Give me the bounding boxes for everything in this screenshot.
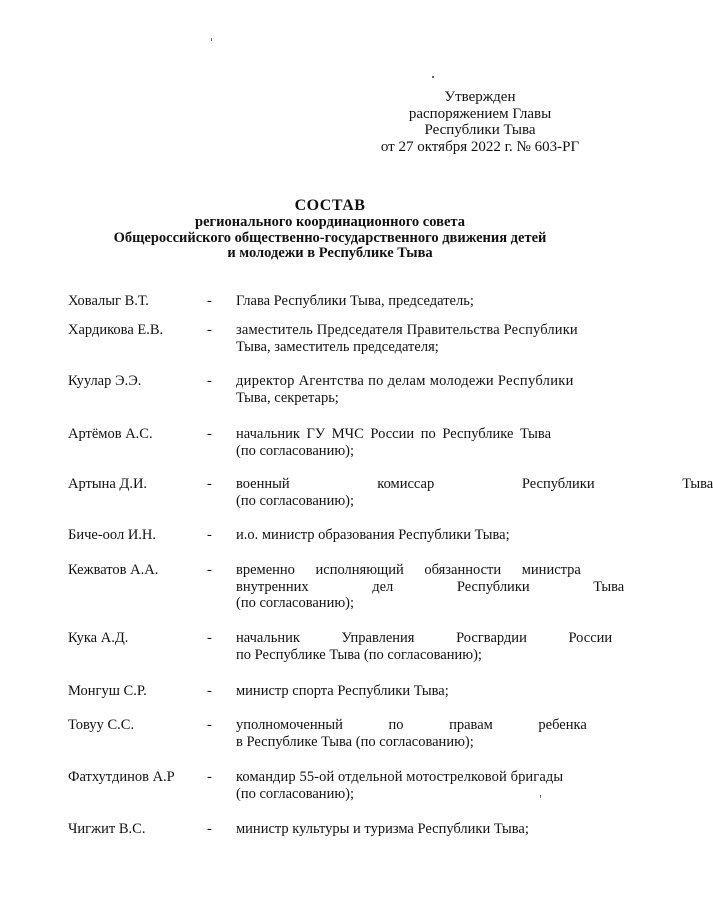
member-dash: - <box>207 821 212 837</box>
member-name: Товуу С.С. <box>68 717 135 733</box>
member-dash: - <box>207 293 212 309</box>
member-name: Монгуш С.Р. <box>68 683 147 699</box>
member-dash: - <box>207 683 212 699</box>
member-name: Чигжит В.С. <box>68 821 146 837</box>
member-role <box>236 373 589 406</box>
heading-line: Общероссийского общественно-государственного движения детей <box>113 229 547 246</box>
document-heading <box>40 196 620 262</box>
role-line: (по согласованию); <box>236 595 355 611</box>
member-role <box>236 426 589 459</box>
member-dash: - <box>207 717 212 733</box>
member-name: Кука А.Д. <box>68 630 129 646</box>
member-role <box>236 683 589 700</box>
role-line: в Республике Тыва (по согласованию); <box>236 733 474 750</box>
member-role <box>236 562 625 612</box>
role-line: Тыва, заместитель председателя; <box>236 338 439 355</box>
member-name: Фатхутдинов А.Р <box>68 769 175 785</box>
member-dash: - <box>207 630 212 646</box>
role-line: Тыва, секретарь; <box>236 389 339 406</box>
heading-line: регионального координационного совета <box>195 214 465 230</box>
role-line: (по согласованию); <box>236 442 355 459</box>
member-name: Артына Д.И. <box>68 476 148 492</box>
member-dash: - <box>207 373 212 389</box>
role-line: командир 55-ой отдельной мотострелковой бригады <box>236 769 564 785</box>
member-name: Артёмов А.С. <box>68 426 153 442</box>
member-role <box>236 630 613 663</box>
member-dash: - <box>207 322 212 338</box>
role-line: заместитель Председателя Правительства Республики <box>236 322 578 338</box>
member-dash: - <box>207 527 212 543</box>
member-dash: - <box>207 476 212 492</box>
document-title: СОСТАВ <box>294 197 366 214</box>
member-role <box>236 769 589 802</box>
role-line: Глава Республики Тыва, председатель; <box>236 293 474 309</box>
member-role <box>236 476 713 509</box>
role-line: (по согласованию); <box>236 492 355 509</box>
heading-line: и молодежи в Республике Тыва <box>227 245 433 261</box>
approval-line: распоряжением Главы <box>408 105 552 122</box>
approval-block <box>360 89 600 155</box>
role-line: министр культуры и туризма Республики Тыва; <box>236 821 529 837</box>
member-role <box>236 293 589 310</box>
approval-line: Утвержден <box>444 89 516 105</box>
member-role <box>236 821 589 838</box>
member-name: Куулар Э.Э. <box>68 373 142 389</box>
scan-speck <box>211 38 212 41</box>
member-name: Хардикова Е.В. <box>68 322 164 338</box>
member-dash: - <box>207 426 212 442</box>
role-line: министр спорта Республики Тыва; <box>236 683 449 699</box>
approval-date: от 27 октября 2022 г. № 603-РГ <box>380 138 580 155</box>
member-role <box>236 527 589 544</box>
approval-line: Республики Тыва <box>424 122 536 138</box>
role-line: уполномоченный по правам ребенка <box>236 717 587 733</box>
role-line: временно исполняющий обязанности министра <box>236 562 581 578</box>
role-line: внутренних дел Республики Тыва <box>236 578 625 595</box>
member-role <box>236 717 589 750</box>
scan-speck <box>432 76 434 78</box>
role-line: по Республике Тыва (по согласованию); <box>236 646 482 663</box>
member-dash: - <box>207 562 212 578</box>
role-line: (по согласованию); <box>236 785 355 802</box>
member-name: Кежватов А.А. <box>68 562 159 578</box>
member-name: Биче-оол И.Н. <box>68 527 157 543</box>
member-role <box>236 322 589 355</box>
member-name: Ховалыг В.Т. <box>68 293 149 309</box>
role-line: военный комиссар Республики Тыва <box>236 476 713 492</box>
role-line: и.о. министр образования Республики Тыва; <box>236 527 510 543</box>
role-line: директор Агентства по делам молодежи Республики <box>236 373 574 389</box>
role-line: начальник Управления Росгвардии России <box>236 630 613 646</box>
role-line: начальник ГУ МЧС России по Республике Тыва <box>236 426 552 442</box>
member-dash: - <box>207 769 212 785</box>
